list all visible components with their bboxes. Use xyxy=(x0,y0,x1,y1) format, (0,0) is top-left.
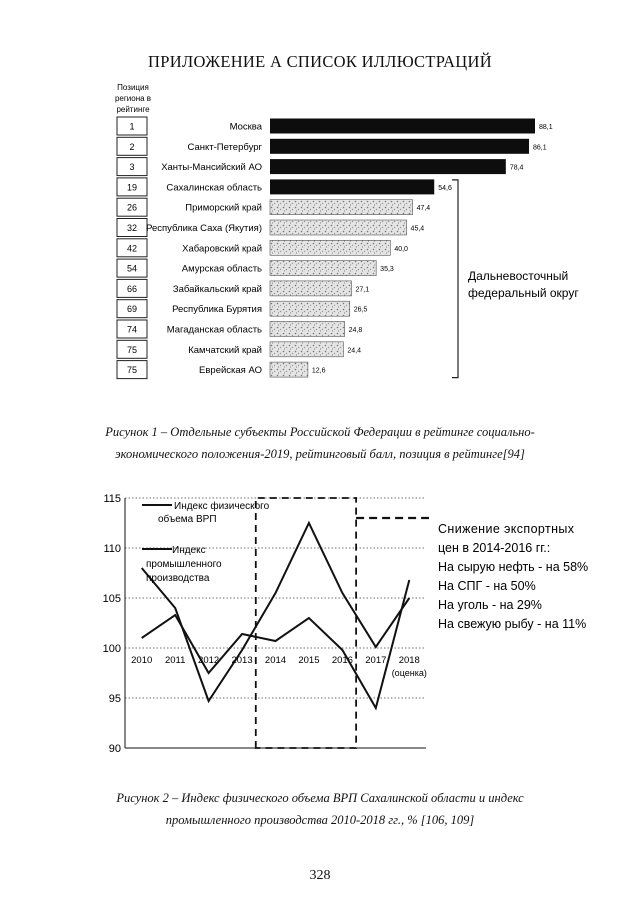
bar xyxy=(270,281,352,296)
rank-label: 2 xyxy=(129,141,135,152)
page-number: 328 xyxy=(309,868,331,883)
category-label: Сахалинская область xyxy=(166,182,262,194)
legend-label-industrial: производства xyxy=(146,573,210,584)
category-label: Забайкальский край xyxy=(172,283,262,295)
note-line: На уголь - на 29% xyxy=(438,598,542,612)
rank-header-line: региона в xyxy=(114,94,152,103)
y-tick-label: 110 xyxy=(103,543,121,555)
value-label: 24,4 xyxy=(347,347,362,355)
figure1-caption xyxy=(0,421,640,465)
figure2-caption-line2: промышленного производства 2010-2018 гг., % [106, 109] xyxy=(165,813,475,827)
page-title: ПРИЛОЖЕНИЕ А СПИСОК ИЛЛЮСТРАЦИЙ xyxy=(148,52,492,71)
x-tick-label: 2013 xyxy=(231,655,253,666)
value-label: 78,4 xyxy=(509,164,524,172)
y-tick-label: 115 xyxy=(103,493,121,505)
value-label: 88,1 xyxy=(539,124,553,131)
value-label: 26,5 xyxy=(353,306,368,314)
category-label: Приморский край xyxy=(185,202,262,214)
y-tick-label: 95 xyxy=(108,693,121,705)
bar xyxy=(270,322,345,337)
note-line: цен в 2014-2016 гг.: xyxy=(438,541,551,555)
x-tick-label: 2017 xyxy=(365,655,387,666)
category-label: Камчатский край xyxy=(188,344,262,356)
y-tick-label: 90 xyxy=(108,743,121,755)
value-label: 27,1 xyxy=(355,286,370,294)
group-bracket xyxy=(452,180,458,378)
value-label: 86,1 xyxy=(532,144,547,152)
rank-label: 42 xyxy=(126,243,138,254)
highlight-2014-2016 xyxy=(256,498,356,748)
value-label: 35,3 xyxy=(380,266,394,274)
x-tick-label: 2012 xyxy=(198,655,220,666)
value-label: 47,4 xyxy=(416,205,431,213)
group-label: Дальневосточный xyxy=(468,269,569,283)
rank-label: 32 xyxy=(126,223,138,233)
note-line: На свежую рыбу - на 11% xyxy=(438,617,587,631)
rank-label: 1 xyxy=(129,121,135,132)
value-label: 45,4 xyxy=(410,225,425,233)
x-tick-label: 2011 xyxy=(164,655,186,666)
bar xyxy=(270,342,343,357)
category-label: Москва xyxy=(229,121,262,133)
bar xyxy=(270,240,390,255)
bar xyxy=(270,119,535,134)
legend-label-industrial: промышленного xyxy=(146,559,222,570)
note-line: На СПГ - на 50% xyxy=(438,579,536,593)
bar xyxy=(270,159,506,174)
rank-label: 54 xyxy=(126,263,138,274)
rank-header-line: рейтинге xyxy=(116,105,150,114)
line-chart-index xyxy=(0,488,640,763)
rank-header-line: Позиция xyxy=(117,83,149,92)
bar-chart-ratings xyxy=(0,80,640,400)
rank-label: 75 xyxy=(126,344,138,355)
bar xyxy=(270,139,529,154)
figure2-caption xyxy=(0,787,640,831)
category-label: Хабаровский край xyxy=(182,243,262,255)
x-tick-label: 2015 xyxy=(298,655,320,666)
rank-label: 75 xyxy=(126,365,138,376)
bar xyxy=(270,200,413,215)
y-tick-label: 100 xyxy=(102,643,121,655)
rank-label: 74 xyxy=(126,324,138,335)
bar xyxy=(270,362,308,377)
group-label: федеральный округ xyxy=(468,286,579,300)
category-label: Магаданская область xyxy=(166,324,262,336)
note-line: Снижение экспортных xyxy=(438,522,574,536)
category-label: Еврейская АО xyxy=(199,365,262,377)
x-tick-label: 2016 xyxy=(331,655,353,666)
rank-label: 66 xyxy=(126,283,138,294)
rank-label: 26 xyxy=(126,202,138,213)
figure2-caption-line1: Рисунок 2 – Индекс физического объема ВРП Сахалинской области и индекс xyxy=(116,791,524,805)
bar xyxy=(270,220,407,235)
x-tick-label: 2014 xyxy=(264,655,287,666)
value-label: 24,8 xyxy=(348,327,363,334)
value-label: 40,0 xyxy=(394,245,408,253)
figure1-caption-line2: экономического положения-2019, рейтинговый балл, позиция в рейтинге[94] xyxy=(115,447,525,461)
category-label: Амурская область xyxy=(181,263,262,275)
rank-label: 3 xyxy=(129,162,135,173)
rank-label: 19 xyxy=(126,182,138,193)
category-label: Республика Саха (Якутия) xyxy=(146,223,262,234)
legend-label-industrial: Индекс xyxy=(172,545,206,556)
note-line: На сырую нефть - на 58% xyxy=(438,560,589,574)
legend-label-vrp: Индекс физического xyxy=(174,501,270,512)
bar xyxy=(270,301,350,316)
bar xyxy=(270,261,376,276)
category-label: Республика Бурятия xyxy=(172,304,262,316)
x-tick-label: 2010 xyxy=(131,655,153,666)
x-tick-label: 2018 xyxy=(398,655,420,666)
category-label: Санкт-Петербург xyxy=(187,141,262,153)
value-label: 54,6 xyxy=(438,184,452,192)
rank-label: 69 xyxy=(126,304,138,315)
value-label: 12,6 xyxy=(311,367,326,375)
x-tick-note: (оценка) xyxy=(391,668,427,678)
category-label: Ханты-Мансийский АО xyxy=(161,162,262,174)
legend-label-vrp: объема ВРП xyxy=(158,514,217,525)
series-line-industrial xyxy=(142,580,410,708)
figure1-caption-line1: Рисунок 1 – Отдельные субъекты Российской Федерации в рейтинге социально- xyxy=(105,425,535,439)
y-tick-label: 105 xyxy=(102,593,121,605)
bar xyxy=(270,179,434,194)
